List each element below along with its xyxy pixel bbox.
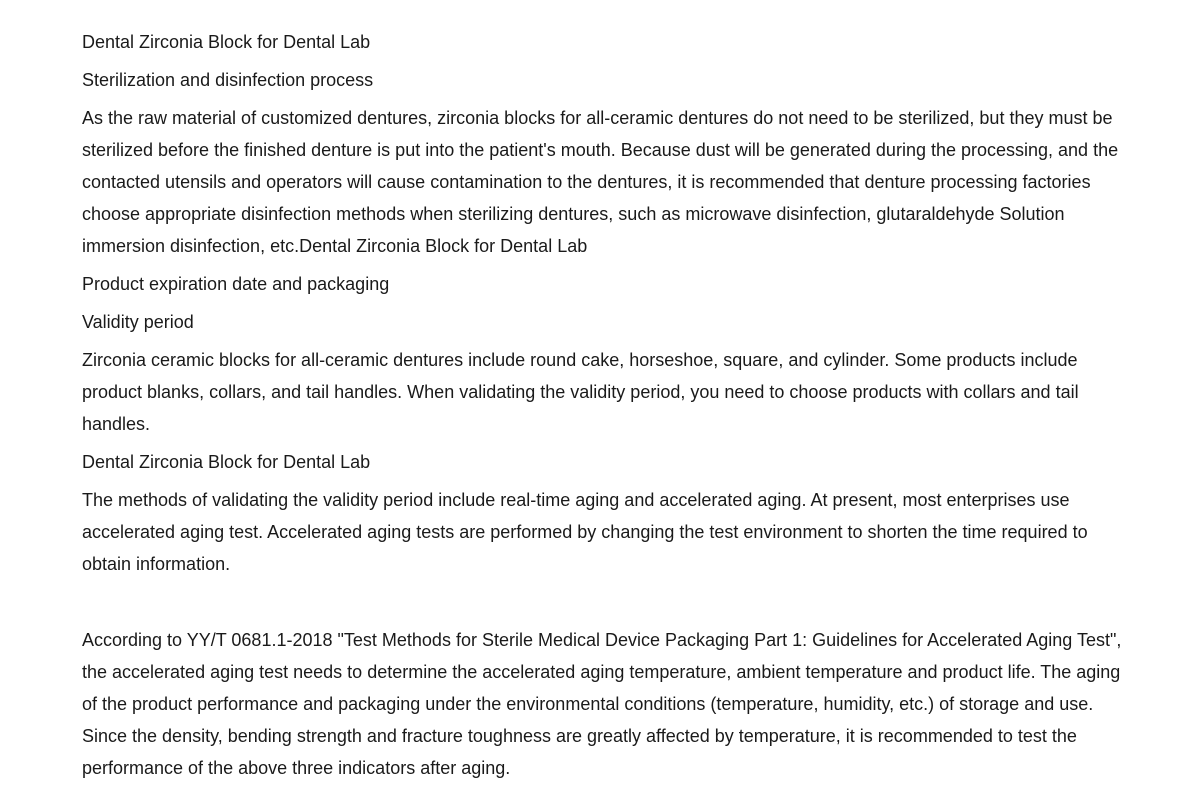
product-title-repeat: Dental Zirconia Block for Dental Lab	[82, 452, 371, 472]
paragraph-sterilization: As the raw material of customized dentures, zirconia blocks for all-ceramic dentures do not need to be sterilized, but they must be sterilized before the finished denture is put into the patient's mouth. Because dust will be generated during the processing, and the contacted utensils and operators will cause contamination to the dentures, it is recommended that denture processing factories choose appropriate disinfection methods when sterilizing dentures, such as microwave disinfection, glutaraldehyde Solution immersion disinfection, etc.Dental Zirconia Block for Dental Lab	[82, 108, 1119, 256]
product-title: Dental Zirconia Block for Dental Lab	[82, 32, 371, 52]
section-heading-expiration: Product expiration date and packaging	[82, 274, 390, 294]
paragraph-validity: Zirconia ceramic blocks for all-ceramic dentures include round cake, horseshoe, square, and cylinder. Some products include product blanks, collars, and tail handles. When validating the validity period, you need to choose products with collars and tail handles.	[82, 350, 1079, 434]
section-heading-sterilization: Sterilization and disinfection process	[82, 70, 374, 90]
paragraph-standard-reference: According to YY/T 0681.1-2018 "Test Methods for Sterile Medical Device Packaging Part 1: Guidelines for Accelerated Aging Test", the accelerated aging test needs to determine the accelerated aging temperature, ambient temperature and product life. The aging of the product performance and packaging under the environmental conditions (temperature, humidity, etc.) of storage and use. Since the density, bending strength and fracture toughness are greatly affected by temperature, it is recommended to test the performance of the above three indicators after aging.	[82, 630, 1122, 778]
article-body	[82, 26, 1127, 790]
paragraph-validation-methods: The methods of validating the validity period include real-time aging and accelerated aging. At present, most enterprises use accelerated aging test. Accelerated aging tests are performed by changing the test environment to shorten the time required to obtain information.	[82, 490, 1088, 574]
subheading-validity-period: Validity period	[82, 312, 194, 332]
